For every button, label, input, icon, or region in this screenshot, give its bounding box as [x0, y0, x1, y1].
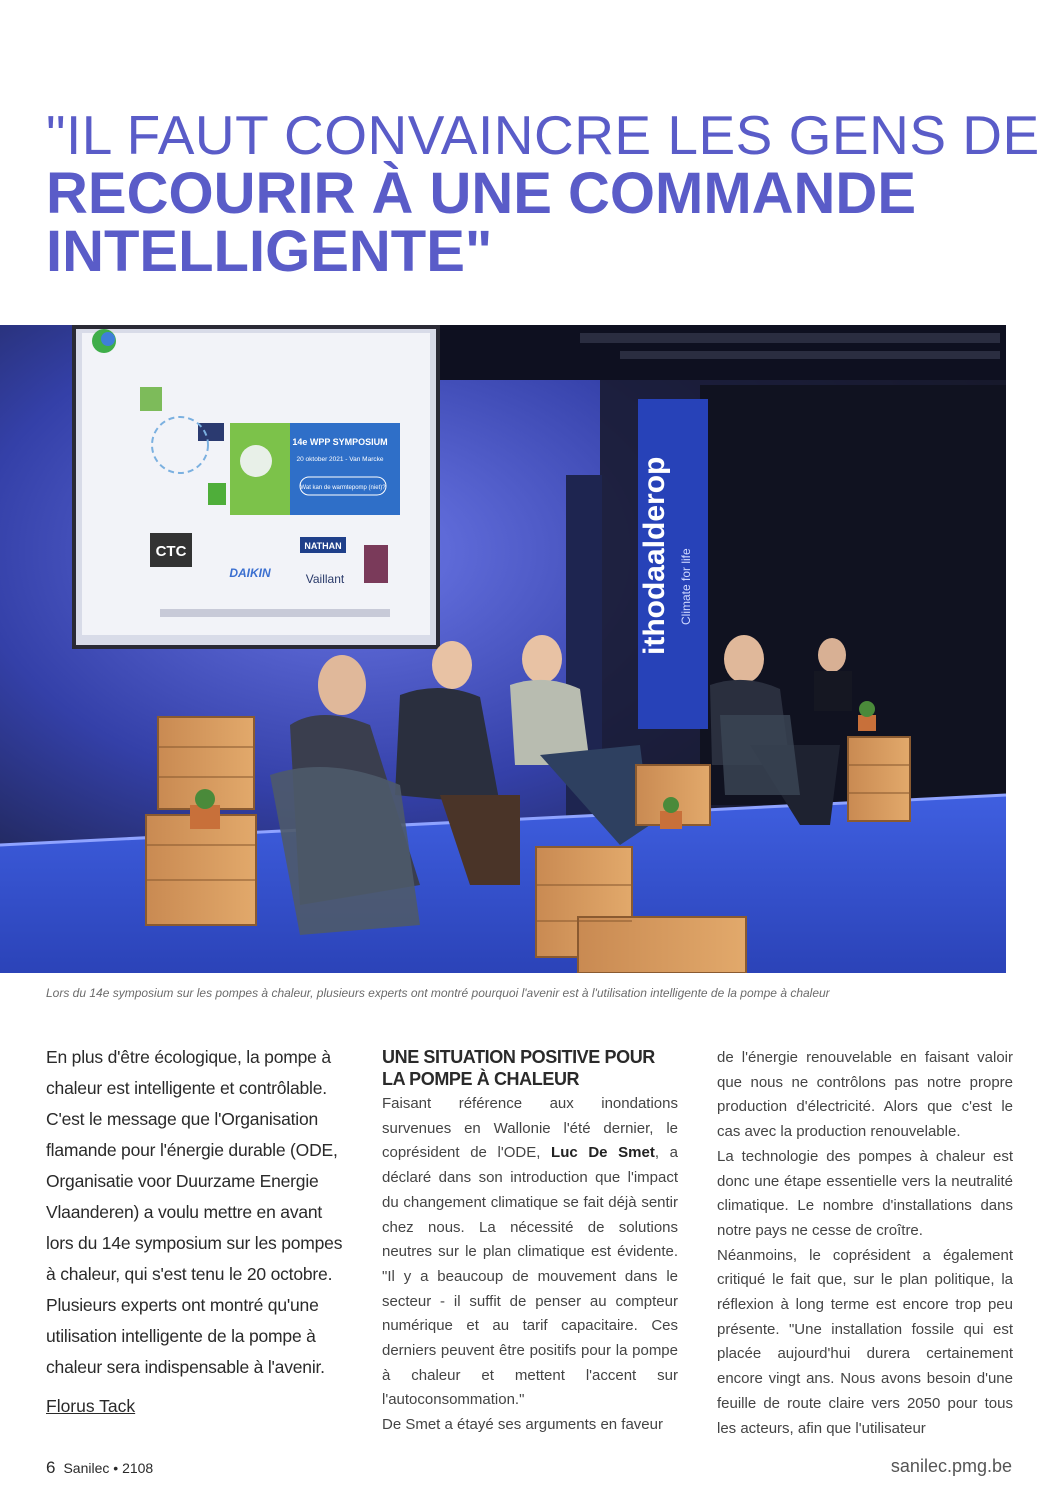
headline: [46, 104, 1040, 284]
col2-p1-after: , a déclaré dans son introduction que l'impact du changement climatique se fait déjà sentir chez nous. La nécessité de solutions neutres sur le plan climatique est évidente. "Il y a beaucoup de mouvement dans le secteur - il suffit de penser au compteur numérique et au tarif capacitaire. Ces derniers peuvent être positifs pour la pompe à chaleur et mettent l'accent sur l'autoconsommation.": [382, 1144, 678, 1409]
photo-caption: Lors du 14e symposium sur les pompes à chaleur, plusieurs experts ont montré pourquoi l'avenir est à l'utilisation intelligente de la pompe à chaleur: [46, 986, 830, 1000]
screen-question: Wat kan de warmtepomp (niet)?: [300, 485, 386, 491]
sponsor-nathan: NATHAN: [304, 541, 342, 551]
col2-p1-before: Faisant référence aux inondations survenues en Wallonie l'été dernier, le coprésident de l'ODE,: [382, 1095, 678, 1162]
screen-title: 14e WPP SYMPOSIUM: [292, 437, 388, 447]
headline-line-3: INTELLIGENTE": [46, 219, 493, 284]
subhead-line-2: LA POMPE À CHALEUR: [382, 1069, 580, 1089]
sponsor-vaillant: Vaillant: [305, 572, 345, 586]
publication-name: Sanilec • 2108: [63, 1460, 154, 1476]
col3-paragraph-2: La technologie des pompes à chaleur est donc une étape essentielle vers la neutralité climatique. Le nombre d'installations dans notre pays ne cesse de croître.: [717, 1147, 1013, 1239]
article-column-3: [717, 1046, 1013, 1441]
footer-left: [46, 1458, 153, 1478]
banner-sub: Climate for life: [679, 548, 693, 625]
symposium-photo: [0, 325, 1006, 973]
sponsor-daikin: DAIKIN: [229, 566, 271, 580]
col2-paragraph-2: De Smet a étayé ses arguments en faveur: [382, 1416, 663, 1434]
website-link[interactable]: sanilec.pmg.be: [890, 1456, 1012, 1476]
page-number: 6: [46, 1458, 56, 1477]
speaker-name: Luc De Smet: [551, 1144, 655, 1162]
sponsor-ctc: CTC: [155, 543, 187, 560]
section-subhead: [382, 1046, 678, 1090]
col2-paragraph-1: [382, 1092, 678, 1413]
lead-paragraph: En plus d'être écologique, la pompe à chaleur est intelligente et contrôlable. C'est le message que l'Organisation flamande pour l'énergie durable (ODE, Organisatie voor Duurzame Energie Vlaanderen) a voulu mettre en avant lors du 14e symposium sur les pompes à chaleur, qui s'est tenu le 20 octobre. Plusieurs experts ont montré qu'une utilisation intelligente de la pompe à chaleur sera indispensable à l'avenir.: [46, 1047, 343, 1377]
headline-line-1: "IL FAUT CONVAINCRE LES GENS DE: [46, 104, 1040, 166]
symposium-photo-illustration: [0, 325, 1006, 973]
banner-text: ithodaalderop: [638, 456, 671, 655]
col3-paragraph-3: Néanmoins, le coprésident a également critiqué le fait que, sur le plan politique, la réflexion à long terme est encore trop peu présente. "Une installation fossile qui est placée aujourd'hui durera certainement encore vingt ans. Nous avons besoin d'une feuille de route claire vers 2050 pour tous les acteurs, afin que l'utilisateur: [717, 1246, 1013, 1437]
article-column-2: [382, 1046, 678, 1438]
screen-date: 20 oktober 2021 - Van Marcke: [296, 456, 384, 463]
author-byline: Florus Tack: [46, 1396, 136, 1416]
subhead-line-1: UNE SITUATION POSITIVE POUR: [382, 1047, 655, 1067]
col3-paragraph-1: de l'énergie renouvelable en faisant valoir que nous ne contrôlons pas notre propre production d'électricité. Alors que c'est le cas avec la production renouvelable.: [717, 1049, 1013, 1141]
headline-line-2: RECOURIR À UNE COMMANDE: [46, 161, 916, 226]
